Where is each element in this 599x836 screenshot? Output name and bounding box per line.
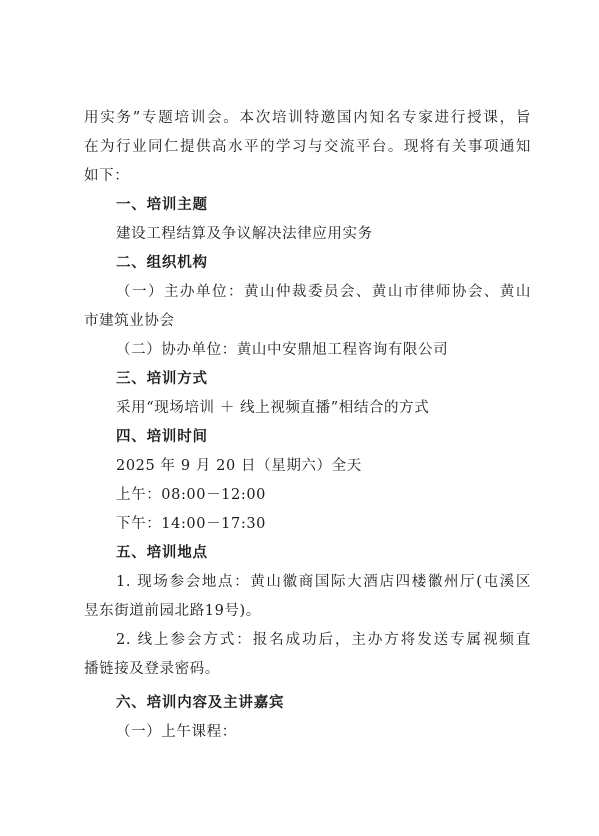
section-3-heading: 三、培训方式 (116, 371, 208, 387)
training-date: 2025 年 9 月 20 日（星期六）全天 (116, 458, 362, 474)
online-line-1: 2. 线上参会方式：报名成功后，主办方将发送专属视频直 (116, 632, 531, 648)
intro-line-1: 用实务”专题培训会。本次培训特邀国内知名专家进行授课，旨 (84, 110, 531, 126)
afternoon-time: 下午：14:00－17:30 (116, 516, 266, 532)
section-1-heading: 一、培训主题 (116, 197, 208, 213)
venue-line-1: 1. 现场参会地点：黄山徽商国际大酒店四楼徽州厅(屯溪区 (116, 574, 531, 590)
morning-courses-label: （一）上午课程： (116, 724, 237, 740)
section-1-text: 建设工程结算及争议解决法律应用实务 (116, 226, 373, 242)
intro-line-2: 在为行业同仁提供高水平的学习与交流平台。现将有关事项通知 (84, 139, 531, 155)
host-units-line-1: （一）主办单位：黄山仲裁委员会、黄山市律师协会、黄山 (116, 284, 531, 300)
section-4-heading: 四、培训时间 (116, 429, 208, 445)
section-5-heading: 五、培训地点 (116, 545, 208, 561)
section-2-heading: 二、组织机构 (116, 255, 208, 271)
online-line-2: 播链接及登录密码。 (84, 661, 220, 677)
cohost-unit: （二）协办单位：黄山中安鼎旭工程咨询有限公司 (116, 342, 449, 358)
intro-line-3: 如下： (84, 168, 130, 184)
morning-time: 上午：08:00－12:00 (116, 487, 266, 503)
section-6-heading: 六、培训内容及主讲嘉宾 (116, 695, 285, 711)
host-units-line-2: 市建筑业协会 (84, 313, 175, 329)
section-3-text: 采用“现场培训 ＋ 线上视频直播”相结合的方式 (116, 400, 430, 416)
venue-line-2: 昱东街道前园北路19号)。 (84, 603, 261, 619)
